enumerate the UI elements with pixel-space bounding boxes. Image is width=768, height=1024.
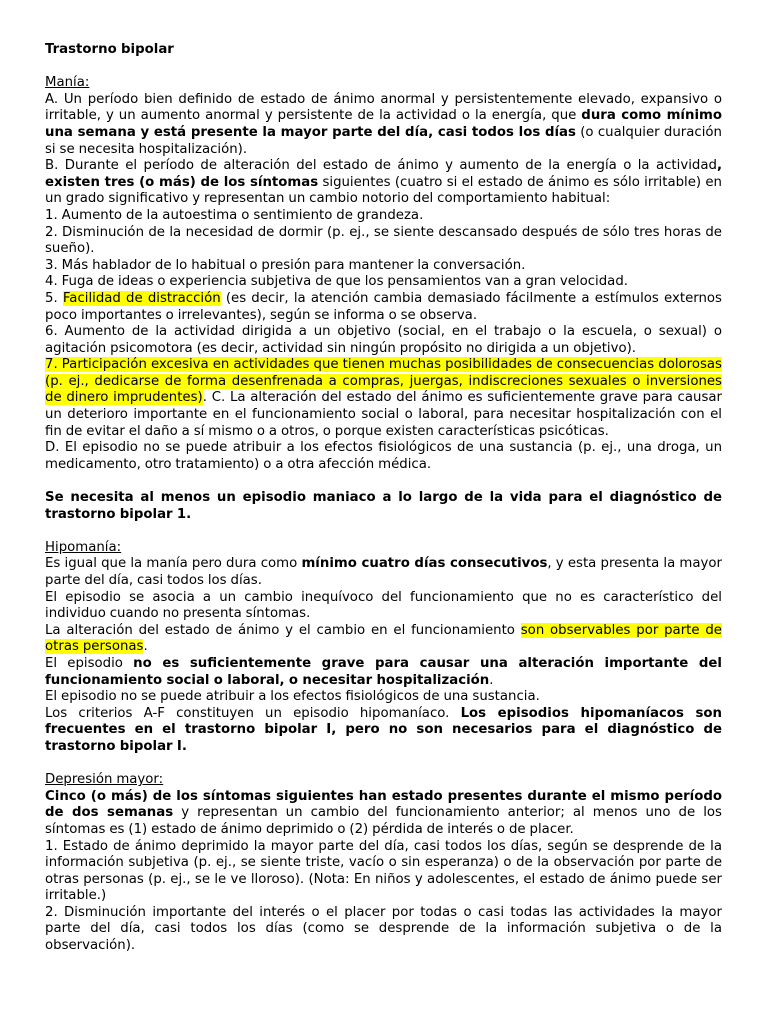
hipomania-p6: Los criterios A-F constituyen un episodio hipomaníaco. Los episodios hipomaníacos son frecuentes en el trastorno bipolar I, pero no son necesarios para el diagnóstico de trastorno bipolar I. [45,705,722,754]
mania-item-7: 7. Participación excesiva en actividades que tienen muchas posibilidades de consecuencias dolorosas (p. ej., dedicarse de forma desenfrenada a compras, juergas, indiscreciones sexuales o inversiones de dinero imprudentes). C. La alteración del estado del ánimo es suficientemente grave para causar un deterioro importante en el funcionamiento social o laboral, para necesitar hospitalización con el fin de evitar el daño a sí mismo o a otros, o porque existen características psicóticas. [45,357,722,439]
mania-criterion-b: B. Durante el período de alteración del estado de ánimo y aumento de la energía o la actividad, existen tres (o más) de los síntomas siguientes (cuatro si el estado de ánimo es sólo irritable) en un grado significativo y representan un cambio notorio del comportamiento habitual: [45,158,722,207]
hipomania-p1: Es igual que la manía pero dura como mínimo cuatro días consecutivos, y esta presenta la mayor parte del día, casi todos los días. [45,556,723,588]
depresion-item-1: 1. Estado de ánimo deprimido la mayor parte del día, casi todos los días, según se desprende de la información subjetiva (p. ej., se siente triste, vacío o sin esperanza) o de la observación por parte de otras personas (p. ej., se le ve lloroso). (Nota: En niños y adolescentes, el estado de ánimo puede ser irritable.) [45,838,722,904]
hipomania-p3: La alteración del estado de ánimo y el cambio en el funcionamiento son observables por parte de otras personas. [45,622,722,655]
hipomania-p5: El episodio no se puede atribuir a los efectos fisiológicos de una sustancia. [45,689,540,705]
hipomania-heading: Hipomanía: [45,539,122,555]
document-page [45,42,722,955]
mania-item-4: 4. Fuga de ideas o experiencia subjetiva de que los pensamientos van a gran velocidad. [45,274,628,290]
hipomania-p2: El episodio se asocia a un cambio inequívoco del funcionamiento que no es característico del individuo cuando no presenta síntomas. [45,589,722,622]
mania-criterion-d: D. El episodio no se puede atribuir a los efectos fisiológicos de una sustancia (p. ej., una droga, un medicamento, otro tratamiento) o a otra afección médica. [45,440,722,472]
mania-item-6: 6. Aumento de la actividad dirigida a un objetivo (social, en el trabajo o la escuela, o sexual) o agitación psicomotora (es decir, actividad sin ningún propósito no dirigida a un objetivo). [45,324,722,356]
document-title: Trastorno bipolar [45,42,174,57]
depresion-p1: Cinco (o más) de los síntomas siguientes han estado presentes durante el mismo período de dos semanas y representan un cambio del funcionamiento anterior; al menos uno de los síntomas es (1) estado de ánimo deprimido o (2) pérdida de interés o de placer. [45,788,722,837]
mania-criterion-a: A. Un período bien definido de estado de ánimo anormal y persistentemente elevado, expansivo o irritable, y un aumento anormal y persistente de la actividad o la energía, que dura como mínimo una semana y está presente la mayor parte del día, casi todos los días (o cualquier duración si se necesita hospitalización). [45,91,723,157]
mania-heading: Manía: [45,75,90,91]
highlight-excessive-participation: 7. Participación excesiva en actividades que tienen muchas posibilidades de consecuencias dolorosas (p. ej., dedicarse de forma desenfrenada a compras, juergas, indiscreciones sexuales o inversiones de dinero imprudentes) [45,357,722,406]
mania-item-3: 3. Más hablador de lo habitual o presión para mantener la conversación. [45,257,526,273]
mania-item-1: 1. Aumento de la autoestima o sentimiento de grandeza. [45,207,424,223]
depresion-item-2: 2. Disminución importante del interés o el placer por todas o casi todas las actividades la mayor parte del día, casi todos los días (como se desprende de la información subjetiva o de la observación). [45,904,722,954]
highlight-distraction: Facilidad de distracción [62,290,221,306]
hipomania-p4: El episodio no es suficientemente grave para causar una alteración importante del funcionamiento social o laboral, o necesitar hospitalización. [45,655,722,688]
mania-item-5: 5. Facilidad de distracción (es decir, la atención cambia demasiado fácilmente a estímulos externos poco importantes o irrelevantes), según se informa o se observa. [45,290,722,323]
highlight-observable: son observables por parte de otras personas [45,622,722,655]
mania-requirement: Se necesita al menos un episodio maniaco a lo largo de la vida para el diagnóstico de trastorno bipolar 1. [45,490,722,522]
mania-item-2: 2. Disminución de la necesidad de dormir (p. ej., se siente descansado después de sólo tres horas de sueño). [45,224,722,257]
depresion-heading: Depresión mayor: [45,772,164,788]
